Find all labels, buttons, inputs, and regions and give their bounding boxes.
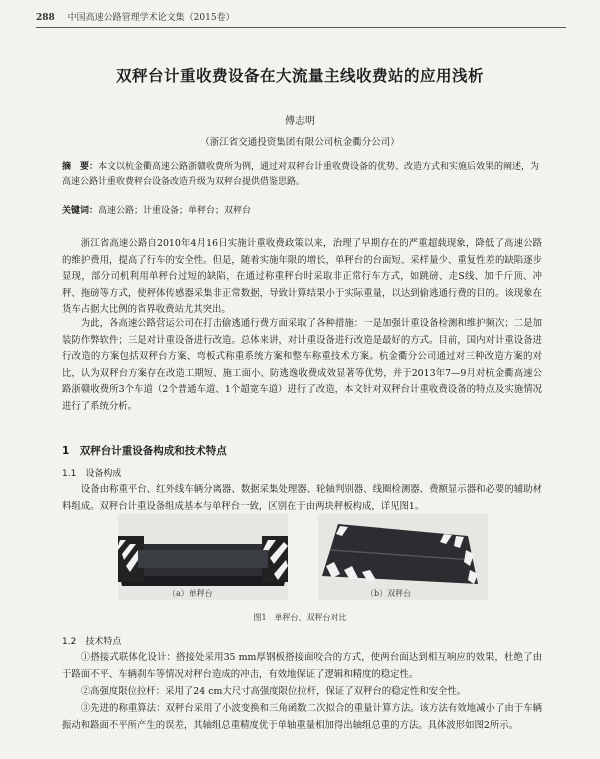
section-heading-1: 1 双秤台计重设备构成和技术特点 [62,445,227,457]
paragraph-feature-1: ①搭接式联体化设计：搭接处采用35 mm厚钢板搭接面咬合的方式，使两台面达到相互响应的效果，杜绝了由于路面不平、车辆刹车等情况对秤台造成的冲击，有效地保证了逻辑和精度的稳定性。 [62,652,542,680]
paragraph-feature-3: ③先进的称重算法：双秤台采用了小波变换和三角函数二次拟合的重量计算方法。该方法有效地减小了由于车辆振动和路面不平所产生的误差，其轴组总重精度优于单轴重量相加得出轴组总重的方法。具体波形如图2所示。 [62,703,542,731]
paragraph-intro-1: 浙江省高速公路自2010年4月16日实施计重收费政策以来，治理了早期存在的严重超载现象，降低了高速公路的维护费用，提高了行车的安全性。但是，随着实施年限的增长，单秤台的台面短、采样量少、重复性差的缺陷逐步显现，部分司机利用单秤台过短的缺陷，在通过称重秤台时采取非正常行车方式，如跳磅、走S线、加千斤顶、冲秤、拖磅等方式，使秤体传感器采集非正常数据，导致计算结果小于实际重量，以达到偷逃通行费的目的。该现象在货车占据大比例的省界收费站尤其突出。 [62,238,542,316]
keywords-label: 关键词： [62,206,99,216]
paragraph-intro-2: 为此，各高速公路营运公司在打击偷逃通行费方面采取了各种措施：一是加强计重设备检测和维护频次；二是加装防作弊软件；三是对计重设备进行改造。总体来讲，对计重设备进行改造是最好的方式。目前，国内对计重设备进行改造的方案包括双秤台方案、弯板式称重系统方案和整车称重技术方案。杭金衢分公司通过对三种改造方案的对比，认为双秤台方案存在改造工期短、施工面小、防逃逸收费成效显著等优势，并于2013年7—9月对杭金衢高速公路浙赣收费所3个车道（2个普通车道、1个超宽车道）进行了改造，本文针对双秤台计重收费设备的特点及实施情况进行了系统分析。 [62,318,542,412]
paragraph-feature-2: ②高强度限位拉杆：采用了24 cm大尺寸高强度限位拉杆，保证了双秤台的稳定性和安全性。 [80,686,467,697]
running-header [36,10,566,28]
abstract [62,160,542,190]
keywords [62,204,542,219]
paragraph-equipment: 设备由称重平台、红外线车辆分离器、数据采集处理器、轮轴判别器、线圈检测器、费额显示器和必要的辅助材料组成。双秤台计重设备组成基本与单秤台一致，区别在于由两块秤板构成，详见图1。 [62,484,542,512]
abstract-label: 摘 要： [62,162,99,172]
author-name: 傅志明 [285,116,315,127]
subsection-heading-1-1: 1.1 设备构成 [62,469,122,479]
page-number: 288 [36,13,55,23]
journal-name: 中国高速公路管理学术论文集（2015卷） [67,13,235,23]
abstract-text: 本文以杭金衢高速公路浙赣收费所为例，通过对双秤台计重收费设备的优势、改造方式和实施后效果的阐述，为高速公路计重收费秤台设备改造升级为双秤台提供借鉴思路。 [62,162,540,187]
figure-caption-a: （a）单秤台 [168,589,213,598]
keywords-text: 高速公路；计重设备；单秤台；双秤台 [98,206,252,216]
author-affiliation: （浙江省交通投资集团有限公司杭金衢分公司） [200,137,400,148]
subsection-heading-1-2: 1.2 技术特点 [62,637,122,647]
figure-caption-b: （b）双秤台 [366,589,412,598]
figure-caption: 图1 单秤台、双秤台对比 [253,613,347,622]
paper-title: 双秤台计重收费设备在大流量主线收费站的应用浅析 [115,66,484,85]
